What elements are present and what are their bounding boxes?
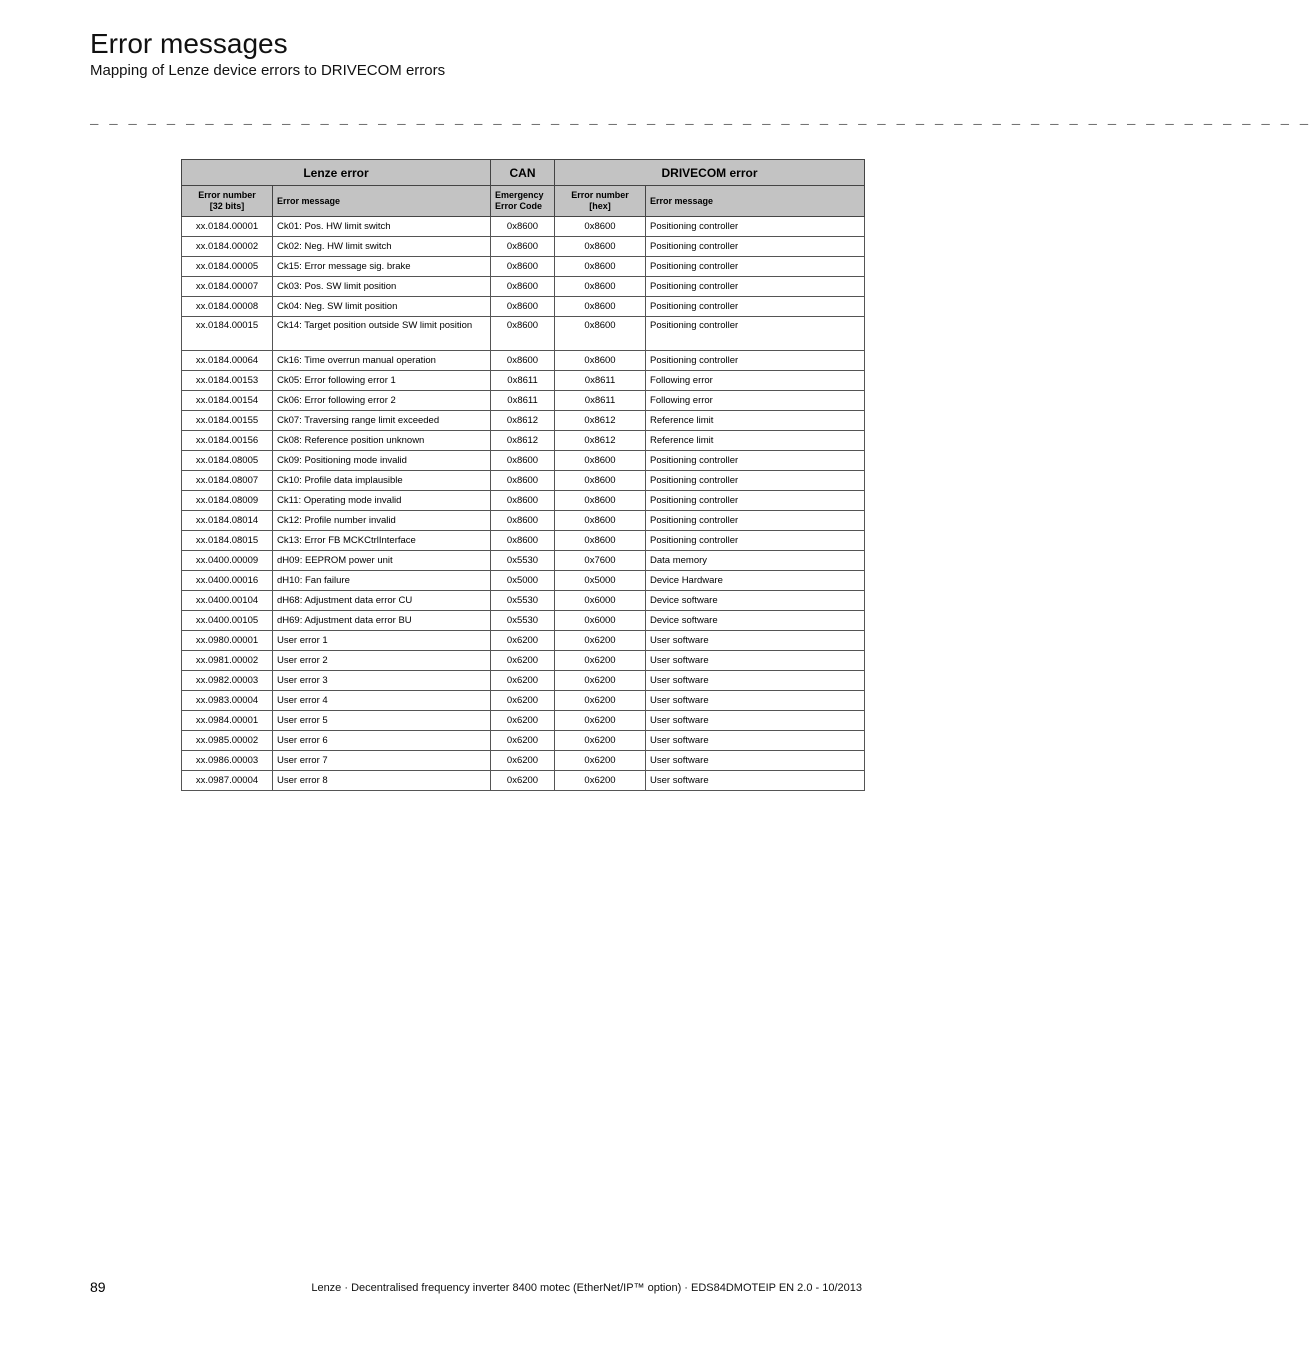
error-number-cell: xx.0184.08014 bbox=[182, 511, 273, 531]
sub-header-line: Error number bbox=[198, 190, 256, 200]
error-number-cell: xx.0986.00003 bbox=[182, 751, 273, 771]
drivecom-number-cell: 0x8612 bbox=[555, 431, 646, 451]
emergency-code-cell: 0x5530 bbox=[491, 551, 555, 571]
drivecom-number-cell: 0x8612 bbox=[555, 411, 646, 431]
drivecom-message-cell: Positioning controller bbox=[646, 217, 865, 237]
drivecom-message-cell: Positioning controller bbox=[646, 491, 865, 511]
sub-header-drivecom-error-message: Error message bbox=[646, 186, 865, 217]
dashed-separator: _ _ _ _ _ _ _ _ _ _ _ _ _ _ _ _ _ _ _ _ _ _ _ _ _ _ _ _ _ _ _ _ _ _ _ _ _ _ _ _ _ _ _ _ _ _ _ _ _ _ _ _ _ _ _ _ _ _ _ _ _ _ _ _ bbox=[90, 112, 1309, 128]
table-row bbox=[182, 551, 865, 571]
error-message-cell: User error 6 bbox=[273, 731, 491, 751]
emergency-code-cell: 0x6200 bbox=[491, 651, 555, 671]
drivecom-message-cell: Positioning controller bbox=[646, 511, 865, 531]
drivecom-message-cell: Positioning controller bbox=[646, 351, 865, 371]
error-number-cell: xx.0184.00008 bbox=[182, 297, 273, 317]
drivecom-message-cell: Positioning controller bbox=[646, 317, 865, 351]
sub-header-lenze-error-message: Error message bbox=[273, 186, 491, 217]
error-number-cell: xx.0184.00001 bbox=[182, 217, 273, 237]
sub-header-error-number-32bit bbox=[182, 186, 273, 217]
error-number-cell: xx.0184.00156 bbox=[182, 431, 273, 451]
drivecom-number-cell: 0x6200 bbox=[555, 711, 646, 731]
error-message-cell: Ck13: Error FB MCKCtrlInterface bbox=[273, 531, 491, 551]
drivecom-message-cell: Positioning controller bbox=[646, 451, 865, 471]
table-row bbox=[182, 671, 865, 691]
emergency-code-cell: 0x8611 bbox=[491, 391, 555, 411]
drivecom-message-cell: Device Hardware bbox=[646, 571, 865, 591]
error-number-cell: xx.0400.00104 bbox=[182, 591, 273, 611]
emergency-code-cell: 0x8600 bbox=[491, 237, 555, 257]
error-number-cell: xx.0400.00009 bbox=[182, 551, 273, 571]
error-message-cell: User error 1 bbox=[273, 631, 491, 651]
drivecom-number-cell: 0x6200 bbox=[555, 651, 646, 671]
drivecom-message-cell: User software bbox=[646, 731, 865, 751]
emergency-code-cell: 0x8600 bbox=[491, 317, 555, 351]
drivecom-message-cell: Device software bbox=[646, 591, 865, 611]
error-number-cell: xx.0184.08015 bbox=[182, 531, 273, 551]
table-row bbox=[182, 531, 865, 551]
emergency-code-cell: 0x8600 bbox=[491, 257, 555, 277]
drivecom-number-cell: 0x8600 bbox=[555, 217, 646, 237]
table-body bbox=[182, 217, 865, 791]
error-number-cell: xx.0184.00064 bbox=[182, 351, 273, 371]
footer-text: Lenze · Decentralised frequency inverter 8400 motec (EtherNet/IP™ option) · EDS84DMOTEIP EN 2.0 - 10/2013 bbox=[311, 1282, 862, 1294]
error-message-cell: dH09: EEPROM power unit bbox=[273, 551, 491, 571]
table-row bbox=[182, 471, 865, 491]
drivecom-number-cell: 0x6200 bbox=[555, 751, 646, 771]
drivecom-message-cell: Following error bbox=[646, 371, 865, 391]
emergency-code-cell: 0x8600 bbox=[491, 351, 555, 371]
error-message-cell: Ck02: Neg. HW limit switch bbox=[273, 237, 491, 257]
table-row bbox=[182, 237, 865, 257]
table-row bbox=[182, 451, 865, 471]
emergency-code-cell: 0x8600 bbox=[491, 217, 555, 237]
drivecom-message-cell: Positioning controller bbox=[646, 257, 865, 277]
sub-header-line: Error number bbox=[571, 190, 629, 200]
table-row bbox=[182, 731, 865, 751]
error-message-cell: Ck04: Neg. SW limit position bbox=[273, 297, 491, 317]
error-message-cell: Ck09: Positioning mode invalid bbox=[273, 451, 491, 471]
error-message-cell: Ck03: Pos. SW limit position bbox=[273, 277, 491, 297]
drivecom-number-cell: 0x6000 bbox=[555, 611, 646, 631]
drivecom-message-cell: User software bbox=[646, 671, 865, 691]
emergency-code-cell: 0x6200 bbox=[491, 771, 555, 791]
error-message-cell: Ck11: Operating mode invalid bbox=[273, 491, 491, 511]
emergency-code-cell: 0x5530 bbox=[491, 591, 555, 611]
error-number-cell: xx.0982.00003 bbox=[182, 671, 273, 691]
drivecom-number-cell: 0x6200 bbox=[555, 631, 646, 651]
drivecom-message-cell: Reference limit bbox=[646, 431, 865, 451]
drivecom-message-cell: User software bbox=[646, 711, 865, 731]
table-row bbox=[182, 571, 865, 591]
error-number-cell: xx.0400.00016 bbox=[182, 571, 273, 591]
table-row bbox=[182, 411, 865, 431]
group-header-row bbox=[182, 160, 865, 186]
error-message-cell: dH69: Adjustment data error BU bbox=[273, 611, 491, 631]
drivecom-number-cell: 0x8611 bbox=[555, 391, 646, 411]
drivecom-number-cell: 0x5000 bbox=[555, 571, 646, 591]
table-row bbox=[182, 611, 865, 631]
error-message-cell: User error 4 bbox=[273, 691, 491, 711]
error-number-cell: xx.0184.08007 bbox=[182, 471, 273, 491]
group-header-can: CAN bbox=[491, 160, 555, 186]
emergency-code-cell: 0x6200 bbox=[491, 711, 555, 731]
emergency-code-cell: 0x8612 bbox=[491, 431, 555, 451]
error-number-cell: xx.0184.00005 bbox=[182, 257, 273, 277]
error-number-cell: xx.0184.00155 bbox=[182, 411, 273, 431]
error-number-cell: xx.0184.00007 bbox=[182, 277, 273, 297]
drivecom-number-cell: 0x8600 bbox=[555, 237, 646, 257]
page-subtitle: Mapping of Lenze device errors to DRIVECOM errors bbox=[90, 62, 446, 79]
emergency-code-cell: 0x5530 bbox=[491, 611, 555, 631]
sub-header-line: Error Code bbox=[495, 201, 543, 211]
drivecom-message-cell: Positioning controller bbox=[646, 471, 865, 491]
emergency-code-cell: 0x5000 bbox=[491, 571, 555, 591]
error-message-cell: Ck08: Reference position unknown bbox=[273, 431, 491, 451]
table-row bbox=[182, 631, 865, 651]
table-row bbox=[182, 391, 865, 411]
drivecom-number-cell: 0x8600 bbox=[555, 257, 646, 277]
page-title: Error messages bbox=[90, 28, 288, 59]
drivecom-number-cell: 0x6000 bbox=[555, 591, 646, 611]
drivecom-number-cell: 0x8611 bbox=[555, 371, 646, 391]
drivecom-number-cell: 0x8600 bbox=[555, 277, 646, 297]
error-number-cell: xx.0987.00004 bbox=[182, 771, 273, 791]
emergency-code-cell: 0x6200 bbox=[491, 671, 555, 691]
table-row bbox=[182, 751, 865, 771]
emergency-code-cell: 0x8600 bbox=[491, 491, 555, 511]
emergency-code-cell: 0x8612 bbox=[491, 411, 555, 431]
error-message-cell: User error 8 bbox=[273, 771, 491, 791]
sub-header-line: Emergency bbox=[495, 190, 544, 200]
table-row bbox=[182, 277, 865, 297]
table-row bbox=[182, 711, 865, 731]
table-row bbox=[182, 691, 865, 711]
page-number: 89 bbox=[90, 1279, 106, 1295]
emergency-code-cell: 0x8600 bbox=[491, 471, 555, 491]
drivecom-message-cell: User software bbox=[646, 771, 865, 791]
error-number-cell: xx.0184.08009 bbox=[182, 491, 273, 511]
drivecom-number-cell: 0x6200 bbox=[555, 671, 646, 691]
error-number-cell: xx.0981.00002 bbox=[182, 651, 273, 671]
drivecom-number-cell: 0x8600 bbox=[555, 317, 646, 351]
error-number-cell: xx.0983.00004 bbox=[182, 691, 273, 711]
drivecom-number-cell: 0x8600 bbox=[555, 491, 646, 511]
drivecom-number-cell: 0x8600 bbox=[555, 511, 646, 531]
table-row bbox=[182, 257, 865, 277]
error-message-cell: Ck06: Error following error 2 bbox=[273, 391, 491, 411]
drivecom-number-cell: 0x8600 bbox=[555, 471, 646, 491]
error-message-cell: Ck05: Error following error 1 bbox=[273, 371, 491, 391]
drivecom-message-cell: Positioning controller bbox=[646, 237, 865, 257]
table-row bbox=[182, 591, 865, 611]
emergency-code-cell: 0x8600 bbox=[491, 451, 555, 471]
emergency-code-cell: 0x8600 bbox=[491, 277, 555, 297]
table-row bbox=[182, 217, 865, 237]
sub-header-line: [hex] bbox=[589, 201, 611, 211]
drivecom-number-cell: 0x6200 bbox=[555, 771, 646, 791]
error-message-cell: dH68: Adjustment data error CU bbox=[273, 591, 491, 611]
table-row bbox=[182, 511, 865, 531]
sub-header-emergency-error-code bbox=[491, 186, 555, 217]
emergency-code-cell: 0x8600 bbox=[491, 297, 555, 317]
error-message-cell: dH10: Fan failure bbox=[273, 571, 491, 591]
error-message-cell: User error 7 bbox=[273, 751, 491, 771]
table-row bbox=[182, 351, 865, 371]
drivecom-number-cell: 0x6200 bbox=[555, 691, 646, 711]
error-number-cell: xx.0980.00001 bbox=[182, 631, 273, 651]
table-row bbox=[182, 297, 865, 317]
error-message-cell: User error 5 bbox=[273, 711, 491, 731]
error-message-cell: Ck12: Profile number invalid bbox=[273, 511, 491, 531]
table-row bbox=[182, 371, 865, 391]
error-number-cell: xx.0184.08005 bbox=[182, 451, 273, 471]
table-row bbox=[182, 491, 865, 511]
drivecom-message-cell: Data memory bbox=[646, 551, 865, 571]
drivecom-message-cell: User software bbox=[646, 751, 865, 771]
drivecom-number-cell: 0x8600 bbox=[555, 531, 646, 551]
error-number-cell: xx.0985.00002 bbox=[182, 731, 273, 751]
error-number-cell: xx.0184.00002 bbox=[182, 237, 273, 257]
emergency-code-cell: 0x6200 bbox=[491, 731, 555, 751]
drivecom-message-cell: User software bbox=[646, 631, 865, 651]
error-number-cell: xx.0184.00015 bbox=[182, 317, 273, 351]
drivecom-message-cell: Following error bbox=[646, 391, 865, 411]
emergency-code-cell: 0x6200 bbox=[491, 751, 555, 771]
drivecom-message-cell: Positioning controller bbox=[646, 277, 865, 297]
drivecom-number-cell: 0x8600 bbox=[555, 451, 646, 471]
drivecom-message-cell: Positioning controller bbox=[646, 531, 865, 551]
table-row bbox=[182, 431, 865, 451]
error-message-cell: Ck01: Pos. HW limit switch bbox=[273, 217, 491, 237]
table-row bbox=[182, 651, 865, 671]
table-row bbox=[182, 771, 865, 791]
error-message-cell: User error 3 bbox=[273, 671, 491, 691]
drivecom-number-cell: 0x8600 bbox=[555, 351, 646, 371]
drivecom-message-cell: Device software bbox=[646, 611, 865, 631]
drivecom-message-cell: User software bbox=[646, 691, 865, 711]
emergency-code-cell: 0x6200 bbox=[491, 691, 555, 711]
error-message-cell: Ck10: Profile data implausible bbox=[273, 471, 491, 491]
error-message-cell: Ck15: Error message sig. brake bbox=[273, 257, 491, 277]
group-header-lenze-error: Lenze error bbox=[182, 160, 491, 186]
error-message-cell: Ck16: Time overrun manual operation bbox=[273, 351, 491, 371]
emergency-code-cell: 0x8611 bbox=[491, 371, 555, 391]
drivecom-number-cell: 0x7600 bbox=[555, 551, 646, 571]
sub-header-error-number-hex bbox=[555, 186, 646, 217]
drivecom-message-cell: User software bbox=[646, 651, 865, 671]
emergency-code-cell: 0x8600 bbox=[491, 531, 555, 551]
error-number-cell: xx.0184.00153 bbox=[182, 371, 273, 391]
error-number-cell: xx.0984.00001 bbox=[182, 711, 273, 731]
drivecom-number-cell: 0x6200 bbox=[555, 731, 646, 751]
drivecom-number-cell: 0x8600 bbox=[555, 297, 646, 317]
error-number-cell: xx.0400.00105 bbox=[182, 611, 273, 631]
error-mapping-table bbox=[181, 159, 865, 791]
error-message-cell: Ck07: Traversing range limit exceeded bbox=[273, 411, 491, 431]
sub-header-line: [32 bits] bbox=[209, 201, 245, 211]
emergency-code-cell: 0x6200 bbox=[491, 631, 555, 651]
error-number-cell: xx.0184.00154 bbox=[182, 391, 273, 411]
group-header-drivecom-error: DRIVECOM error bbox=[555, 160, 865, 186]
drivecom-message-cell: Reference limit bbox=[646, 411, 865, 431]
drivecom-message-cell: Positioning controller bbox=[646, 297, 865, 317]
table-row bbox=[182, 317, 865, 351]
sub-header-row bbox=[182, 186, 865, 217]
error-message-cell: User error 2 bbox=[273, 651, 491, 671]
emergency-code-cell: 0x8600 bbox=[491, 511, 555, 531]
error-message-cell: Ck14: Target position outside SW limit position bbox=[273, 317, 491, 351]
